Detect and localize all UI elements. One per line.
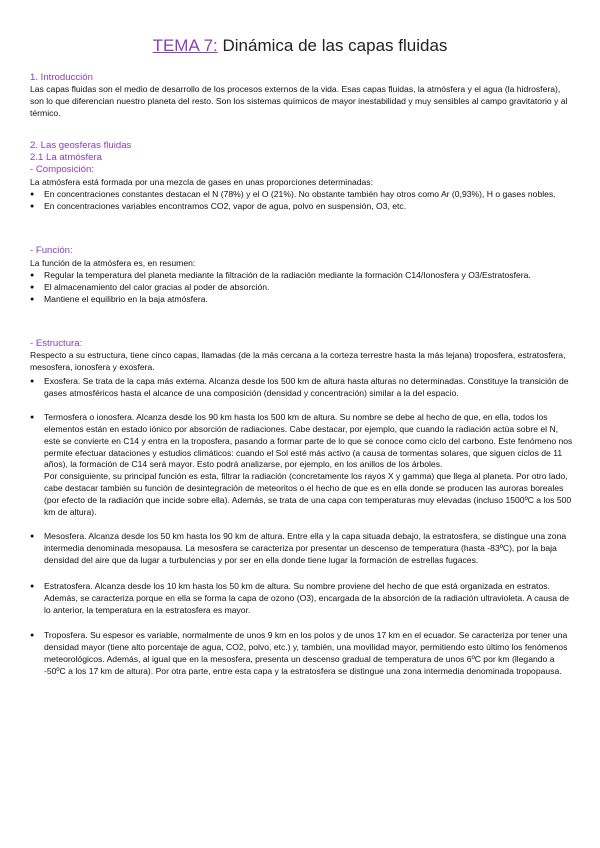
page-title <box>0 36 600 56</box>
list-item: ● Exosfera. Se trata de la capa más externa. Alcanza desde los 500 km de altura hasta alturas no determinadas. Constituye la transición de gases atmosféricos hasta el alcance de una composición (densidad y concentración) similar a la del espacio. <box>30 376 575 400</box>
funcion-intro: La función de la atmósfera es, en resumen: <box>30 258 196 268</box>
intro-paragraph: Las capas fluidas son el medio de desarrollo de los procesos externos de la vida. Esas capas fluidas, la atmósfera y el agua (la hidrosfera), son lo que diferencian nuestro planeta del resto. Son los sistemas químicos de mayor inestabilidad y muy sensibles al campo gravitatorio y al térmico. <box>30 84 568 118</box>
funcion-list <box>30 270 575 306</box>
list-item: ● En concentraciones constantes destacan el N (78%) y el O (21%). No obstante también hay otros como Ar (0,93%), H o gases nobles. <box>30 189 575 201</box>
title-text: Dinámica de las capas fluidas <box>222 36 448 55</box>
atmosfera-heading: 2.1 La atmósfera <box>30 152 102 163</box>
funcion-heading: - Función: <box>30 245 73 256</box>
intro-heading: 1. Introducción <box>30 72 93 83</box>
list-item: ● En concentraciones variables encontramos CO2, vapor de agua, polvo en suspensión, O3, etc. <box>30 201 575 213</box>
termosfera-text: Termosfera o ionosfera. Alcanza desde los 90 km hasta los 500 km de altura. Su nombre se debe al hecho de que, en ella, todos los elementos están en estado iónico por absorción de radiaciones. Cabe destacar, por ejemplo, que cuando la radiación actúa sobre el N, este se convierte en C14 y entra en la troposfera, pasando a formar parte de lo que se conoce como ciclo del carbono. Este fenómeno nos permite efectuar dataciones y estudios climáticos: cuando el Sol esté más activo (a causa de tormentas solares, que siguen ciclos de 11 años), la formación de C14 será mayor. Esto podrá analizarse, por ejemplo, en los anillos de los árboles. <box>44 411 573 470</box>
composicion-intro: La atmósfera está formada por una mezcla de gases en unas proporciones determinadas: <box>30 177 373 187</box>
estructura-list <box>30 376 575 678</box>
list-item <box>30 412 575 519</box>
list-item: ● Mesosfera. Alcanza desde los 50 km hasta los 90 km de altura. Entre ella y la capa situada debajo, la estratosfera, se distingue una zona intermedia denominada mesopausa. La mesosfera se caracteriza por presentar un descenso de temperatura (hasta -83ºC), por la baja densidad del aire que da lugar a turbulencias y por ser en ella donde tiene lugar la formación de estrellas fugaces. <box>30 531 575 567</box>
composicion-list <box>30 189 575 213</box>
list-item: ● Mantiene el equilibrio en la baja atmósfera. <box>30 294 575 306</box>
list-item: ● El almacenamiento del calor gracias al poder de absorción. <box>30 282 575 294</box>
estructura-heading: - Estructura: <box>30 338 83 349</box>
title-number: TEMA 7: <box>152 36 218 55</box>
list-item: ● Regular la temperatura del planeta mediante la filtración de la radiación mediante la formación C14/Ionosfera y O3/Estratosfera. <box>30 270 575 282</box>
termosfera-extra: Por consiguiente, su principal función es esta, filtrar la radiación (concretamente los rayos X y gamma) que llega al planeta. Por otro lado, cabe destacar también su función de desintegración de meteoritos o el hecho de que es en ella donde se producen las auroras boreales (por efecto de la radiación que incide sobre ella). Además, se trata de una capa con temperaturas muy elevadas (incluso 1500ºC a los 500 km de altura). <box>44 471 572 518</box>
composicion-heading: - Composición: <box>30 164 94 175</box>
list-item: ● Estratosfera. Alcanza desde los 10 km hasta los 50 km de altura. Su nombre proviene del hecho de que está organizada en estratos. Además, se caracteriza porque en ella se forma la capa de ozono (O3), encargada de la absorción de la radiación ultravioleta. A causa de lo anterior, la temperatura en la estratosfera es mayor. <box>30 581 575 617</box>
geosferas-heading: 2. Las geosferas fluidas <box>30 140 132 151</box>
estructura-intro: Respecto a su estructura, tiene cinco capas, llamadas (de la más cercana a la corteza terrestre hasta la más lejana) troposfera, estratosfera, mesosfera, ionosfera y exosfera. <box>30 350 566 372</box>
list-item: ● Troposfera. Su espesor es variable, normalmente de unos 9 km en los polos y de unos 17 km en el ecuador. Se caracteriza por tener una densidad mayor (tiene alto porcentaje de agua, CO2, polvo, etc.) y, también, una movilidad mayor, permitiendo esto último los fenómenos meteorológicos. Además, al igual que en la mesosfera, presenta un descenso gradual de temperatura de unos 6ºC por km (llegando a -50ºC a los 17 km de altura). Por otra parte, entre esta capa y la estratosfera se distingue una zona intermedia denominada tropopausa. <box>30 630 575 678</box>
